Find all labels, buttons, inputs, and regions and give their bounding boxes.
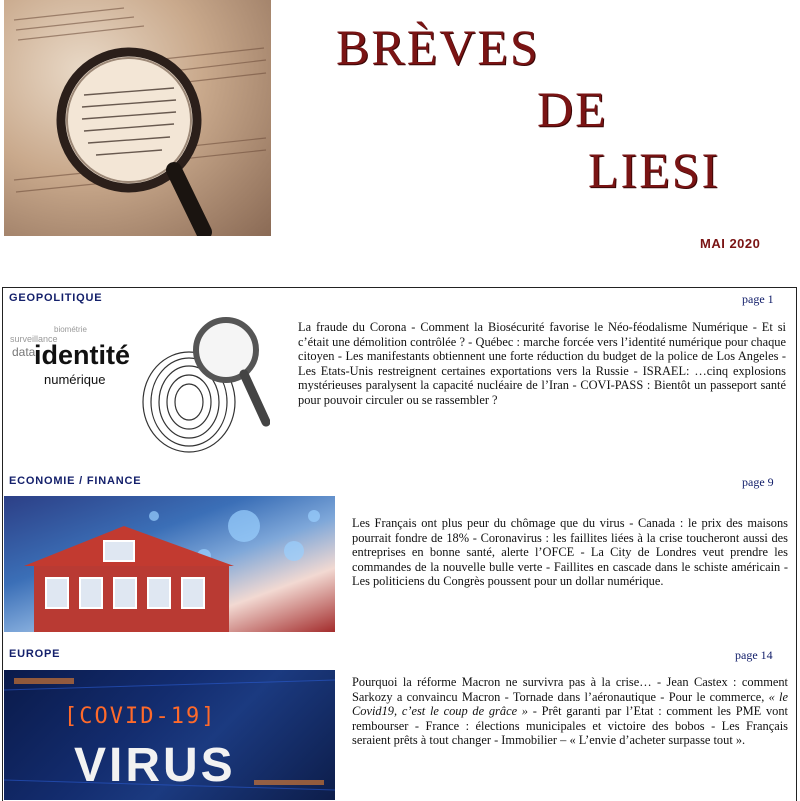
europe-body-part-2: - Prêt garanti par l’Etat : comment les PME vont rembourser - France : élections municipales et victoire des bobos - Les Français seraient prêts à tout changer - Immobilier – « L’envie d’acheter surpasse tout ». [352, 704, 788, 748]
europe-body-part-1: Pourquoi la réforme Macron ne survivra pas à la crise… - Jean Castex : comment Sarkozy a convaincu Macron - Tornade dans l’aéronautique - Pour le commerce, [352, 675, 788, 704]
section-body-geopolitique: La fraude du Corona - Comment la Biosécurité favorise le Néo-féodalisme Numérique - Et si c’était une démolition contrôlée ? - Québec : marche forcée vers l’identité numérique pour chaque citoyen - Les manifestants obtiennent une forte réduction du budget de la police de Los Angeles - Les Etats-Unis restreignent certaines exportations vers la Russie - ISRAEL: …cinq explosions mystérieuses paralysent la capacité nucléaire de l’Iran - COVI-PASS : Bientôt un passeport santé pour pouvoir circuler ou se rassembler ? [298, 320, 786, 407]
magnifier-newspaper-image [4, 0, 271, 236]
identite-numerique-image [4, 312, 270, 454]
image-caption-covid19: [COVID-19] [64, 704, 217, 729]
section-body-economie-finance: Les Français ont plus peur du chômage que du virus - Canada : le prix des maisons pourrait fondre de 18% - Coronavirus : les faillites liées à la crise toucheront aussi des entreprises en bonne santé, alerte l’OFCE - La City de Londres veut prendre les commandes de la nouvelle bulle verte - Faillites en cascade dans le schiste américain - Les politiciens du Congrès poussent pour un dollar numérique. [352, 516, 788, 589]
issue-date: MAI 2020 [700, 236, 761, 251]
title-line-2: DE [537, 81, 608, 137]
svg-text:surveillance: surveillance [10, 334, 58, 344]
section-heading-geopolitique[interactable]: GEOPOLITIQUE [9, 292, 103, 304]
image-caption-virus: VIRUS [74, 739, 236, 792]
page-ref-europe[interactable]: page 14 [735, 648, 773, 662]
section-heading-economie-finance[interactable]: ECONOMIE / FINANCE [9, 475, 142, 487]
section-heading-europe[interactable]: EUROPE [9, 648, 61, 660]
title-line-1: BRÈVES [336, 19, 540, 75]
page-ref-geopolitique[interactable]: page 1 [742, 292, 774, 306]
title-line-3: LIESI [588, 142, 721, 198]
magnifier-icon [4, 0, 271, 236]
image-caption-numerique: numérique [44, 372, 106, 387]
page-ref-economie-finance[interactable]: page 9 [742, 475, 774, 489]
europe-body-quote: « le Covid19, c’est le coup de grâce » [352, 689, 788, 719]
svg-text:data: data [12, 345, 36, 359]
house-virus-image [4, 496, 335, 632]
image-caption-identite: identité [34, 340, 131, 370]
section-body-europe [352, 675, 788, 748]
covid-virus-image [4, 670, 335, 800]
svg-text:biométrie: biométrie [54, 325, 87, 334]
